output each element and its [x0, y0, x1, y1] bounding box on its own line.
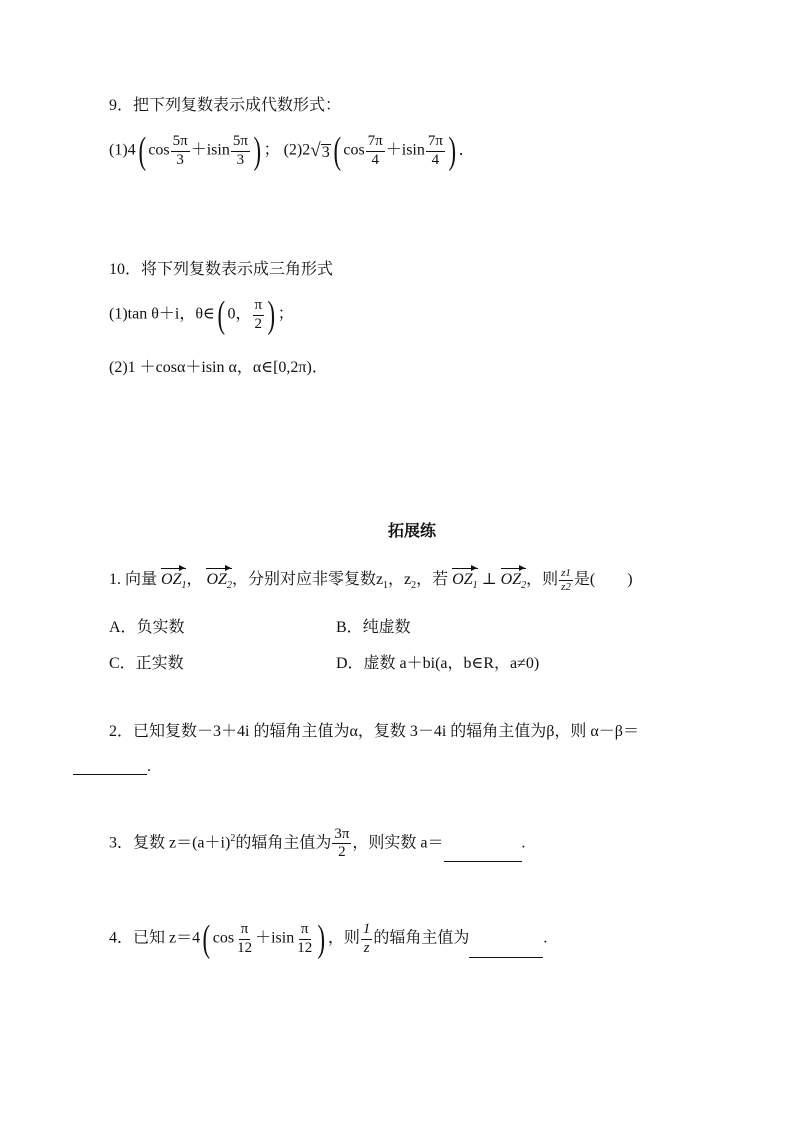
- right-paren: ): [448, 130, 457, 172]
- ex3-stem: 3．复数 $z=(a+i)^2$的辐角主值为 $\frac{3\pi}{2}$ ，则实数 a＝ .: [109, 826, 526, 861]
- ex2-stem: 2．已知复数－3＋4i 的辐角主值为α，复数 3－4i 的辐角主值为β，则 α－β＝: [109, 723, 639, 740]
- vector-oz1: $OZ_1$: [161, 566, 186, 591]
- ex1-option-a: A．负实数: [109, 619, 185, 636]
- ex2-answer-line: .: [73, 758, 151, 775]
- vector-oz2: $OZ_2$: [501, 566, 526, 591]
- perpendicular-symbol: ⊥: [481, 571, 497, 588]
- fraction: $\frac{5\pi}{3}$: [172, 133, 188, 168]
- left-paren: (: [217, 294, 225, 336]
- fraction: $\frac{3\pi}{2}$: [334, 826, 350, 861]
- q9-expressions: [109, 132, 475, 170]
- isin-label: ＋isin: [190, 141, 230, 159]
- ex4-stem: 4．已知 z＝4( cos $\frac{\pi}{12}$ ＋isin $\frac{\pi}{12}$ ) ，则 $\frac{1}{z}$ 的辐角主值为 .: [109, 918, 548, 960]
- fraction: $\frac{\pi}{2}$: [254, 297, 263, 332]
- ex1-option-c: C．正实数: [109, 655, 184, 672]
- left-paren: (: [138, 130, 146, 172]
- fraction: $\frac{\pi}{12}$: [237, 921, 253, 956]
- right-paren: ): [253, 130, 262, 172]
- cos-label: cos: [343, 141, 365, 159]
- q9-part1-prefix: (1)4: [109, 141, 136, 159]
- section-title: 拓展练: [388, 523, 437, 540]
- fraction: $\frac{5\pi}{3}$: [232, 133, 248, 168]
- ex1-option-d: D．虚数 a＋bi(a，b∈R，a≠0): [336, 655, 540, 672]
- separator: ；: [263, 141, 280, 159]
- vector-oz1: $OZ_1$: [452, 566, 477, 591]
- q9-stem: 9．把下列复数表示成代数形式：: [109, 97, 342, 114]
- z1-over-z2: $\frac{z1}{z2}$: [561, 567, 571, 593]
- left-paren: (: [202, 918, 211, 960]
- reciprocal-fraction: $\frac{1}{z}$: [362, 921, 371, 956]
- fraction: $\frac{7\pi}{4}$: [367, 133, 383, 168]
- left-paren: (: [333, 130, 341, 172]
- answer-blank[interactable]: [444, 845, 522, 862]
- answer-blank[interactable]: [469, 941, 543, 958]
- q9-part2-prefix: (2)2: [283, 141, 311, 159]
- ex1-option-b: B．纯虚数: [336, 619, 411, 636]
- cos-label: cos: [148, 141, 170, 159]
- isin-label: ＋isin: [385, 141, 425, 159]
- fraction: $\frac{\pi}{12}$: [297, 921, 313, 956]
- vector-oz2: $OZ_2$: [206, 566, 231, 591]
- fraction: $\frac{7\pi}{4}$: [427, 133, 443, 168]
- q10-part1: (1)tan θ＋i，θ∈( 0， $\frac{\pi}{2}$ ) ；: [109, 294, 294, 336]
- answer-blank[interactable]: [73, 758, 147, 775]
- right-paren: ): [267, 294, 276, 336]
- ex1-stem: 1. 向量 $OZ_1$， $OZ_2$，分别对应非零复数$z_1$，$z_2$，若 $OZ_1$ ⊥ $OZ_2$，则 $\frac{z1}{z2}$ 是( ): [109, 567, 633, 593]
- right-paren: ): [317, 918, 326, 960]
- q10-part2: (2)1 ＋cosα＋isin α，α∈[0,2π)．: [109, 359, 328, 376]
- end-mark: ．: [458, 141, 475, 159]
- square-root: √ 3: [310, 140, 330, 161]
- q10-stem: 10．将下列复数表示成三角形式: [109, 261, 334, 278]
